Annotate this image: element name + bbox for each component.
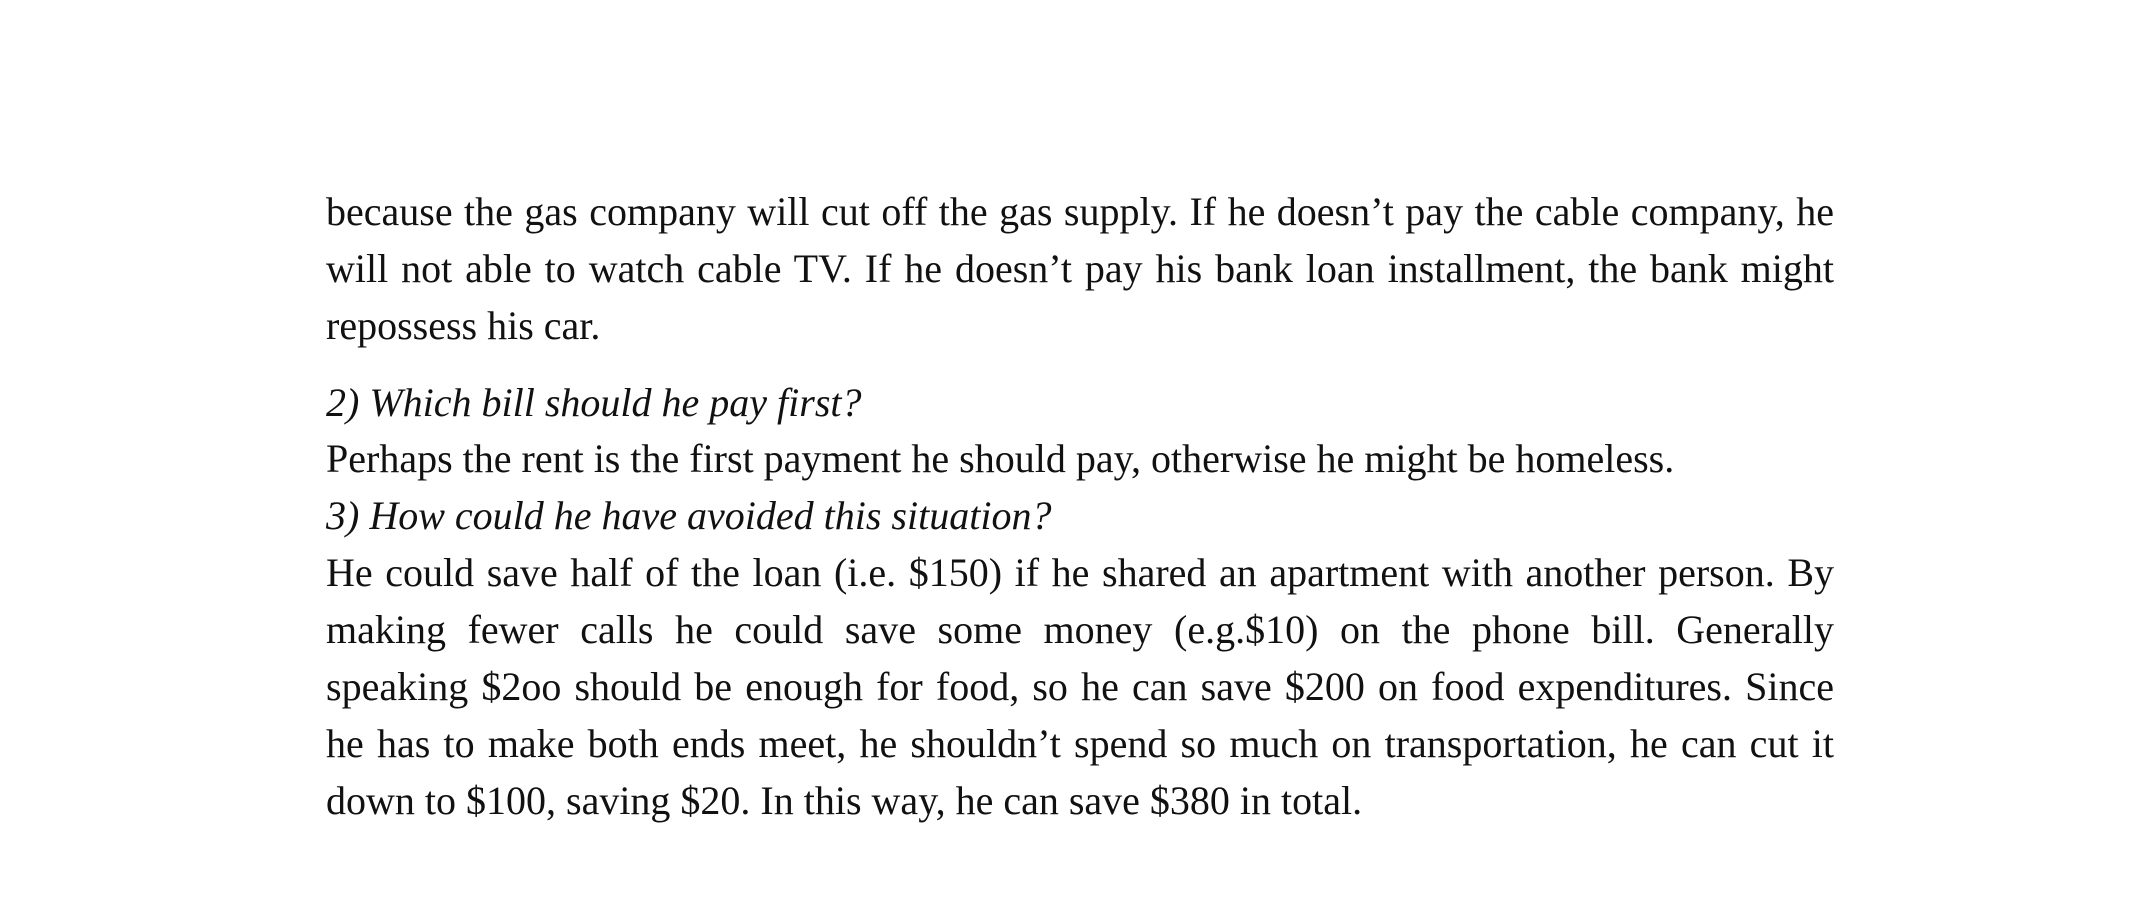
document-body [326,183,1834,829]
question-3-heading: 3) How could he have avoided this situation? [326,493,1052,538]
answer-3-paragraph: He could save half of the loan (i.e. $150) if he shared an apartment with another person. By making fewer calls he could save some money (e.g.$10) on the phone bill. Generally speaking $2oo should be enough for food, so he can save $200 on food expenditures. Since he has to make both ends meet, he shouldn’t spend so much on transportation, he can cut it down to $100, saving $20. In this way, he can save $380 in total. [326,550,1834,823]
answer-2-paragraph: Perhaps the rent is the first payment he should pay, otherwise he might be homeless. [326,436,1675,481]
question-2-heading: 2) Which bill should he pay first? [326,380,862,425]
paragraph-spacer [326,354,1834,374]
continuation-paragraph: because the gas company will cut off the gas supply. If he doesn’t pay the cable company, he will not able to watch cable TV. If he doesn’t pay his bank loan installment, the bank might repossess his car. [326,189,1834,348]
